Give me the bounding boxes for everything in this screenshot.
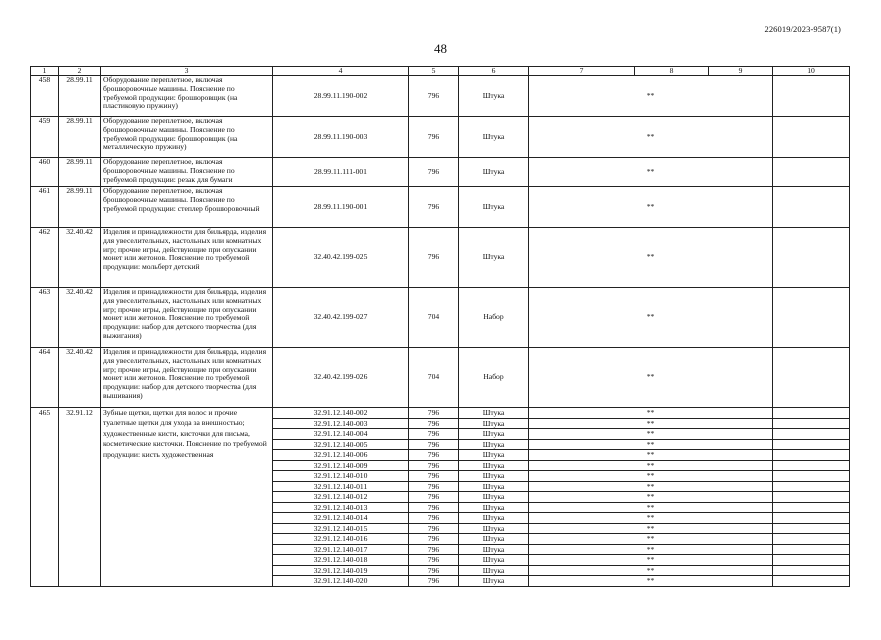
ktru-code-cell: 32.91.12.140-011 xyxy=(273,481,409,492)
okei-code-cell: 796 xyxy=(409,481,459,492)
document-number: 226019/2023-9587(1) xyxy=(764,24,841,34)
empty-cell xyxy=(773,555,850,566)
requirements-mark-cell: ** xyxy=(529,555,773,566)
unit-cell: Штука xyxy=(459,576,529,587)
requirements-mark-cell: ** xyxy=(529,429,773,440)
unit-cell: Штука xyxy=(459,158,529,187)
requirements-mark-cell: ** xyxy=(529,523,773,534)
okei-code-cell: 796 xyxy=(409,76,459,117)
ktru-code-cell: 32.91.12.140-017 xyxy=(273,544,409,555)
okei-code-cell: 796 xyxy=(409,439,459,450)
okei-code-cell: 796 xyxy=(409,158,459,187)
okei-code-cell: 796 xyxy=(409,565,459,576)
requirements-mark-cell: ** xyxy=(529,158,773,187)
description-cell: Зубные щетки, щетки для волос и прочие туалетные щетки для ухода за внешностью; художественные кисти, кисточки для письма, косметические кисточки. Пояснение по требуемой продукции: кисть художественная xyxy=(101,408,273,587)
okei-code-cell: 796 xyxy=(409,117,459,158)
ktru-code-cell: 32.91.12.140-004 xyxy=(273,429,409,440)
okei-code-cell: 796 xyxy=(409,523,459,534)
empty-cell xyxy=(773,481,850,492)
empty-cell xyxy=(773,450,850,461)
unit-cell: Штука xyxy=(459,555,529,566)
table-row xyxy=(31,158,850,187)
ktru-code-cell: 32.91.12.140-010 xyxy=(273,471,409,482)
ktru-code-cell: 32.40.42.199-025 xyxy=(273,228,409,288)
description-cell: Оборудование переплетное, включая брошюровочные машины. Пояснение по требуемой продукции: брошюровщик (на пластиковую пружину) xyxy=(101,76,273,117)
empty-cell xyxy=(773,576,850,587)
description-cell: Оборудование переплетное, включая брошюровочные машины. Пояснение по требуемой продукции: степлер брошюровочный xyxy=(101,187,273,228)
okpd-code-cell: 28.99.11 xyxy=(59,158,101,187)
empty-cell xyxy=(773,471,850,482)
procurement-table xyxy=(30,66,850,587)
unit-cell: Штука xyxy=(459,565,529,576)
empty-cell xyxy=(773,187,850,228)
unit-cell: Штука xyxy=(459,523,529,534)
okei-code-cell: 796 xyxy=(409,408,459,419)
requirements-mark-cell: ** xyxy=(529,408,773,419)
okpd-code-cell: 32.40.42 xyxy=(59,228,101,288)
okei-code-cell: 796 xyxy=(409,576,459,587)
requirements-mark-cell: ** xyxy=(529,576,773,587)
ktru-code-cell: 28.99.11.190-002 xyxy=(273,76,409,117)
empty-cell xyxy=(773,523,850,534)
okei-code-cell: 796 xyxy=(409,502,459,513)
table-row xyxy=(31,408,850,419)
empty-cell xyxy=(773,502,850,513)
ktru-code-cell: 32.91.12.140-014 xyxy=(273,513,409,524)
ktru-code-cell: 32.91.12.140-018 xyxy=(273,555,409,566)
ktru-code-cell: 32.91.12.140-015 xyxy=(273,523,409,534)
unit-cell: Штука xyxy=(459,228,529,288)
column-header: 7 xyxy=(529,67,635,76)
row-number-cell: 463 xyxy=(31,288,59,348)
empty-cell xyxy=(773,418,850,429)
requirements-mark-cell: ** xyxy=(529,460,773,471)
requirements-mark-cell: ** xyxy=(529,187,773,228)
okei-code-cell: 796 xyxy=(409,492,459,503)
ktru-code-cell: 32.91.12.140-003 xyxy=(273,418,409,429)
column-header: 8 xyxy=(635,67,709,76)
empty-cell xyxy=(773,513,850,524)
ktru-code-cell: 32.91.12.140-005 xyxy=(273,439,409,450)
description-cell: Изделия и принадлежности для бильярда, изделия для увеселительных, настольных или комнатных игр; прочие игры, действующие при опускании монет или жетонов. Пояснение по требуемой продукции: набор для детского творчества (для вышивания) xyxy=(101,348,273,408)
table-row xyxy=(31,348,850,408)
unit-cell: Штука xyxy=(459,492,529,503)
unit-cell: Штука xyxy=(459,471,529,482)
empty-cell xyxy=(773,460,850,471)
unit-cell: Штука xyxy=(459,481,529,492)
column-header: 2 xyxy=(59,67,101,76)
column-header: 3 xyxy=(101,67,273,76)
unit-cell: Штука xyxy=(459,513,529,524)
empty-cell xyxy=(773,565,850,576)
table-row xyxy=(31,187,850,228)
requirements-mark-cell: ** xyxy=(529,471,773,482)
empty-cell xyxy=(773,158,850,187)
okpd-code-cell: 28.99.11 xyxy=(59,187,101,228)
column-header: 1 xyxy=(31,67,59,76)
okei-code-cell: 796 xyxy=(409,555,459,566)
okpd-code-cell: 28.99.11 xyxy=(59,117,101,158)
okpd-code-cell: 32.40.42 xyxy=(59,348,101,408)
description-cell: Оборудование переплетное, включая брошюровочные машины. Пояснение по требуемой продукции: резак для бумаги xyxy=(101,158,273,187)
unit-cell: Штука xyxy=(459,117,529,158)
unit-cell: Штука xyxy=(459,502,529,513)
okpd-code-cell: 32.40.42 xyxy=(59,288,101,348)
ktru-code-cell: 32.91.12.140-012 xyxy=(273,492,409,503)
column-header: 5 xyxy=(409,67,459,76)
empty-cell xyxy=(773,408,850,419)
okei-code-cell: 704 xyxy=(409,288,459,348)
okei-code-cell: 796 xyxy=(409,460,459,471)
description-cell: Оборудование переплетное, включая брошюровочные машины. Пояснение по требуемой продукции: брошюровщик (на металлическую пружину) xyxy=(101,117,273,158)
okei-code-cell: 796 xyxy=(409,534,459,545)
table-row xyxy=(31,228,850,288)
unit-cell: Штука xyxy=(459,418,529,429)
okpd-code-cell: 28.99.11 xyxy=(59,76,101,117)
row-number-cell: 462 xyxy=(31,228,59,288)
unit-cell: Штука xyxy=(459,429,529,440)
requirements-mark-cell: ** xyxy=(529,502,773,513)
ktru-code-cell: 32.91.12.140-009 xyxy=(273,460,409,471)
table-body xyxy=(31,67,850,587)
okei-code-cell: 796 xyxy=(409,418,459,429)
requirements-mark-cell: ** xyxy=(529,288,773,348)
table-row xyxy=(31,117,850,158)
ktru-code-cell: 32.91.12.140-002 xyxy=(273,408,409,419)
unit-cell: Штука xyxy=(459,408,529,419)
empty-cell xyxy=(773,534,850,545)
column-header: 4 xyxy=(273,67,409,76)
unit-cell: Штука xyxy=(459,534,529,545)
requirements-mark-cell: ** xyxy=(529,76,773,117)
requirements-mark-cell: ** xyxy=(529,117,773,158)
page-number: 48 xyxy=(434,41,447,56)
okei-code-cell: 704 xyxy=(409,348,459,408)
empty-cell xyxy=(773,439,850,450)
okei-code-cell: 796 xyxy=(409,450,459,461)
ktru-code-cell: 32.91.12.140-016 xyxy=(273,534,409,545)
table-row xyxy=(31,288,850,348)
row-number-cell: 458 xyxy=(31,76,59,117)
ktru-code-cell: 32.91.12.140-019 xyxy=(273,565,409,576)
column-header: 6 xyxy=(459,67,529,76)
description-cell: Изделия и принадлежности для бильярда, изделия для увеселительных, настольных или комнатных игр; прочие игры, действующие при опускании монет или жетонов. Пояснение по требуемой продукции: набор для детского творчества (для выжигания) xyxy=(101,288,273,348)
empty-cell xyxy=(773,492,850,503)
ktru-code-cell: 32.91.12.140-006 xyxy=(273,450,409,461)
empty-cell xyxy=(773,76,850,117)
empty-cell xyxy=(773,429,850,440)
empty-cell xyxy=(773,544,850,555)
unit-cell: Набор xyxy=(459,288,529,348)
row-number-cell: 460 xyxy=(31,158,59,187)
requirements-mark-cell: ** xyxy=(529,534,773,545)
okei-code-cell: 796 xyxy=(409,429,459,440)
unit-cell: Штука xyxy=(459,439,529,450)
okei-code-cell: 796 xyxy=(409,471,459,482)
ktru-code-cell: 28.99.11.111-001 xyxy=(273,158,409,187)
ktru-code-cell: 32.91.12.140-013 xyxy=(273,502,409,513)
ktru-code-cell: 32.40.42.199-026 xyxy=(273,348,409,408)
okpd-code-cell: 32.91.12 xyxy=(59,408,101,587)
requirements-mark-cell: ** xyxy=(529,565,773,576)
empty-cell xyxy=(773,288,850,348)
unit-cell: Набор xyxy=(459,348,529,408)
row-number-cell: 461 xyxy=(31,187,59,228)
ktru-code-cell: 28.99.11.190-003 xyxy=(273,117,409,158)
unit-cell: Штука xyxy=(459,187,529,228)
okei-code-cell: 796 xyxy=(409,513,459,524)
unit-cell: Штука xyxy=(459,544,529,555)
table-row xyxy=(31,76,850,117)
row-number-cell: 464 xyxy=(31,348,59,408)
requirements-mark-cell: ** xyxy=(529,492,773,503)
requirements-mark-cell: ** xyxy=(529,439,773,450)
unit-cell: Штука xyxy=(459,460,529,471)
column-header: 10 xyxy=(773,67,850,76)
unit-cell: Штука xyxy=(459,450,529,461)
empty-cell xyxy=(773,348,850,408)
column-header: 9 xyxy=(709,67,773,76)
okei-code-cell: 796 xyxy=(409,187,459,228)
empty-cell xyxy=(773,228,850,288)
ktru-code-cell: 28.99.11.190-001 xyxy=(273,187,409,228)
empty-cell xyxy=(773,117,850,158)
requirements-mark-cell: ** xyxy=(529,513,773,524)
requirements-mark-cell: ** xyxy=(529,481,773,492)
row-number-cell: 459 xyxy=(31,117,59,158)
okei-code-cell: 796 xyxy=(409,228,459,288)
unit-cell: Штука xyxy=(459,76,529,117)
description-cell: Изделия и принадлежности для бильярда, изделия для увеселительных, настольных или комнатных игр; прочие игры, действующие при опускании монет или жетонов. Пояснение по требуемой продукции: мольберт детский xyxy=(101,228,273,288)
okei-code-cell: 796 xyxy=(409,544,459,555)
ktru-code-cell: 32.91.12.140-020 xyxy=(273,576,409,587)
requirements-mark-cell: ** xyxy=(529,348,773,408)
ktru-code-cell: 32.40.42.199-027 xyxy=(273,288,409,348)
requirements-mark-cell: ** xyxy=(529,450,773,461)
requirements-mark-cell: ** xyxy=(529,228,773,288)
requirements-mark-cell: ** xyxy=(529,544,773,555)
requirements-mark-cell: ** xyxy=(529,418,773,429)
row-number-cell: 465 xyxy=(31,408,59,587)
